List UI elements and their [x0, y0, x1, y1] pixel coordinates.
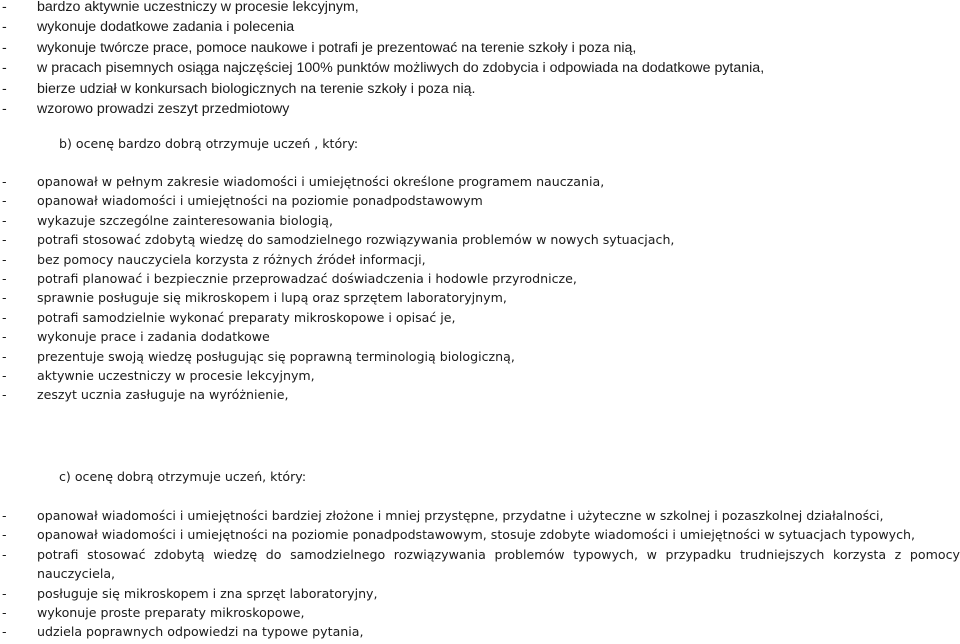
list-item: - bez pomocy nauczyciela korzysta z różnych źródeł informacji, — [0, 250, 680, 269]
list-item: - w pracach pisemnych osiąga najczęściej 100% punktów możliwych do zdobycia i odpowiada na dodatkowe pytania, — [0, 58, 930, 78]
list-item: - opanował wiadomości i umiejętności na poziomie ponadpodstawowym, stosuje zdobyte wiadomości i umiejętności w sytuacjach typowych, — [0, 525, 960, 544]
list-item: - zeszyt ucznia zasługuje na wyróżnienie, — [0, 385, 680, 404]
list-item: - bierze udział w konkursach biologicznych na terenie szkoły i poza nią. — [0, 79, 930, 99]
list-item: - udziela poprawnych odpowiedzi na typowe pytania, — [0, 622, 960, 641]
list-item: - wykonuje dodatkowe zadania i polecenia — [0, 17, 930, 37]
list-item: - aktywnie uczestniczy w procesie lekcyjnym, — [0, 366, 680, 385]
list-item: - wykonuje prace i zadania dodatkowe — [0, 327, 680, 346]
list-item: - wzorowo prowadzi zeszyt przedmiotowy — [0, 99, 930, 119]
list-item: - bardzo aktywnie uczestniczy w procesie lekcyjnym, — [0, 0, 930, 17]
section-c-heading: c) ocenę dobrą otrzymuje uczeń, który: — [59, 469, 307, 484]
section-b-heading: b) ocenę bardzo dobrą otrzymuje uczeń , który: — [59, 136, 359, 151]
list-item: - potrafi planować i bezpiecznie przeprowadzać doświadczenia i hodowle przyrodnicze, — [0, 269, 680, 288]
section-b-list — [0, 172, 680, 405]
list-item: - opanował wiadomości i umiejętności na poziomie ponadpodstawowym — [0, 191, 680, 210]
list-item: - prezentuje swoją wiedzę posługując się poprawną terminologią biologiczną, — [0, 347, 680, 366]
section-c-list — [0, 506, 960, 642]
section-a-list — [0, 0, 930, 119]
list-item: - sprawnie posługuje się mikroskopem i lupą oraz sprzętem laboratoryjnym, — [0, 288, 680, 307]
list-item: - wykonuje twórcze prace, pomoce naukowe i potrafi je prezentować na terenie szkoły i poza nią, — [0, 38, 930, 58]
list-item: - potrafi stosować zdobytą wiedzę do samodzielnego rozwiązywania problemów typowych, w przypadku trudniejszych korzysta z pomocy nauczyciela, — [0, 545, 960, 584]
list-item: - posługuje się mikroskopem i zna sprzęt laboratoryjny, — [0, 584, 960, 603]
list-item: - opanował wiadomości i umiejętności bardziej złożone i mniej przystępne, przydatne i użyteczne w szkolnej i pozaszkolnej działalności, — [0, 506, 960, 525]
list-item: - potrafi stosować zdobytą wiedzę do samodzielnego rozwiązywania problemów w nowych sytuacjach, — [0, 230, 680, 249]
list-item: - wykonuje proste preparaty mikroskopowe, — [0, 603, 960, 622]
list-item: - opanował w pełnym zakresie wiadomości i umiejętności określone programem nauczania, — [0, 172, 680, 191]
list-item: - potrafi samodzielnie wykonać preparaty mikroskopowe i opisać je, — [0, 308, 680, 327]
list-item: - wykazuje szczególne zainteresowania biologią, — [0, 211, 680, 230]
